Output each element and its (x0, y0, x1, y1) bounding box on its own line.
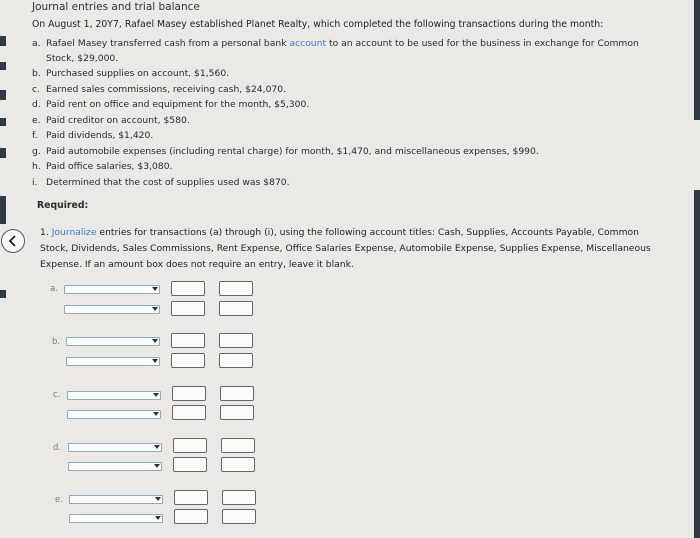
left-edge-strip (0, 0, 7, 538)
transaction-item: a. Rafael Masey transferred cash from a personal bank account to an account to be used for the business in exchange for Common Stock, $29,000. (32, 38, 639, 64)
credit-amount-input[interactable] (219, 281, 253, 296)
account-select[interactable] (69, 514, 163, 523)
credit-amount-input[interactable] (219, 333, 253, 348)
entry-label: d. (53, 443, 62, 453)
chevron-left-icon (7, 235, 19, 247)
credit-amount-input[interactable] (219, 301, 253, 316)
debit-amount-input[interactable] (174, 490, 208, 505)
journalize-link[interactable]: Journalize (51, 227, 97, 238)
debit-amount-input[interactable] (173, 457, 207, 472)
chevron-down-icon (153, 412, 159, 416)
transaction-item: e. Paid creditor on account, $580. (32, 114, 190, 126)
transaction-item: g. Paid automobile expenses (including rental charge) for month, $1,470, and miscellaneous expenses, $990. (32, 145, 539, 157)
debit-amount-input[interactable] (171, 353, 205, 368)
account-select[interactable] (67, 391, 161, 400)
page-title: Journal entries and trial balance (32, 1, 200, 13)
entry-label: e. (55, 495, 63, 505)
chevron-down-icon (154, 445, 160, 449)
credit-amount-input[interactable] (222, 509, 256, 524)
transaction-item: i. Determined that the cost of supplies used was $870. (32, 176, 290, 188)
entry-label: b. (52, 337, 61, 347)
back-button[interactable] (1, 229, 25, 253)
right-edge-strip (694, 0, 700, 538)
credit-amount-input[interactable] (220, 405, 254, 420)
transaction-list (32, 37, 672, 190)
debit-amount-input[interactable] (173, 438, 207, 453)
account-select[interactable] (64, 305, 160, 314)
debit-amount-input[interactable] (171, 301, 205, 316)
credit-amount-input[interactable] (219, 353, 253, 368)
chevron-down-icon (152, 307, 158, 311)
credit-amount-input[interactable] (220, 386, 254, 401)
account-select[interactable] (68, 462, 162, 471)
entry-label: c. (53, 390, 61, 400)
required-heading: Required: (37, 200, 89, 211)
instructions: 1. Journalize entries for transactions (a) through (i), using the following account titles: Cash, Supplies, Accounts Payable, Common Stock, Dividends, Sales Commissions, Rent Expense, Office Salaries Expense, Automobile Expense, Supplies Expense, Miscellaneous Expense. If an amount box does not require an entry, leave it blank. (40, 227, 651, 270)
chevron-down-icon (152, 287, 158, 291)
account-select[interactable] (66, 337, 160, 346)
account-select[interactable] (64, 285, 160, 294)
entry-label: a. (50, 284, 58, 294)
transaction-item: d. Paid rent on office and equipment for the month, $5,300. (32, 99, 310, 110)
chevron-down-icon (155, 516, 161, 520)
account-select[interactable] (68, 443, 162, 452)
intro-text: On August 1, 20Y7, Rafael Masey established Planet Realty, which completed the following transactions during the month: (32, 19, 604, 30)
chevron-down-icon (152, 359, 158, 363)
chevron-down-icon (155, 497, 161, 501)
chevron-down-icon (154, 464, 160, 468)
credit-amount-input[interactable] (221, 438, 255, 453)
account-select[interactable] (67, 410, 161, 419)
transaction-item: f. Paid dividends, $1,420. (32, 130, 154, 141)
transaction-item: h. Paid office salaries, $3,080. (32, 161, 173, 172)
debit-amount-input[interactable] (171, 281, 205, 296)
account-select[interactable] (66, 357, 160, 366)
debit-amount-input[interactable] (174, 509, 208, 524)
credit-amount-input[interactable] (221, 457, 255, 472)
debit-amount-input[interactable] (172, 386, 206, 401)
account-link[interactable]: account (289, 38, 327, 49)
debit-amount-input[interactable] (172, 405, 206, 420)
transaction-item: c. Earned sales commissions, receiving cash, $24,070. (32, 83, 287, 95)
debit-amount-input[interactable] (171, 333, 205, 348)
account-select[interactable] (69, 495, 163, 504)
credit-amount-input[interactable] (222, 490, 256, 505)
transaction-item: b. Purchased supplies on account, $1,560. (32, 68, 230, 79)
chevron-down-icon (152, 339, 158, 343)
chevron-down-icon (153, 393, 159, 397)
